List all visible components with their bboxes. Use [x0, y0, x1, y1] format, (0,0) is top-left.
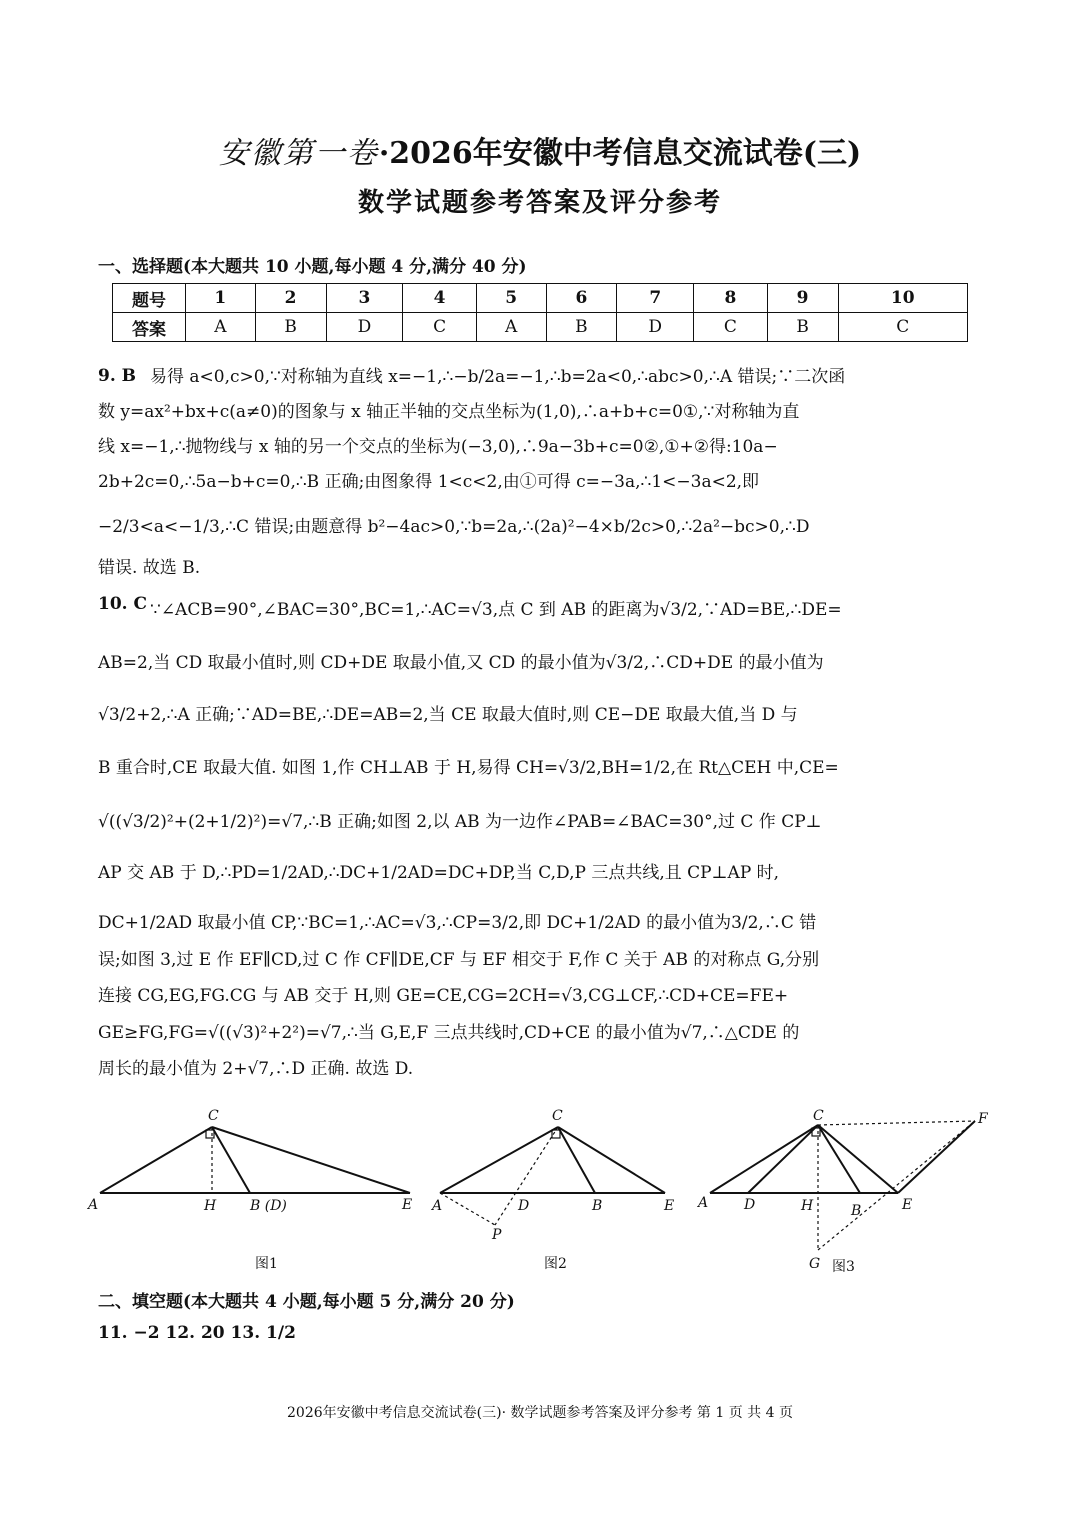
q10-line: GE≥FG,FG=√((√3)²+2²)=√7,∴当 G,E,F 三点共线时,CD+CE 的最小值为√7,∴△CDE 的 — [98, 1022, 800, 1043]
answer-table — [112, 283, 968, 342]
fig3-line-cb — [818, 1125, 860, 1193]
fig2-label-e: E — [664, 1198, 675, 1214]
fig2-label-b: B — [592, 1198, 603, 1214]
q10-line: B 重合时,CE 取最大值. 如图 1,作 CH⊥AB 于 H,易得 CH=√3/2,BH=1/2,在 Rt△CEH 中,CE= — [98, 757, 839, 778]
fig3-line-ac — [710, 1125, 818, 1193]
q10-line: AP 交 AB 于 D,∴PD=1/2AD,∴DC+1/2AD=DC+DP,当 C,D,P 三点共线,且 CP⊥AP 时, — [98, 862, 780, 883]
q9-line: −2/3<a<−1/3,∴C 错误;由题意得 b²−4ac>0,∵b=2a,∴(2a)²−4×b/2c>0,∴2a²−bc>0,∴D — [98, 517, 810, 537]
table-cell: 8 — [694, 284, 768, 313]
fig3-label-a: A — [698, 1195, 709, 1211]
table-cell: C — [694, 313, 768, 342]
fig2-line-cb — [558, 1127, 595, 1193]
page-title — [0, 128, 1080, 172]
q9-label: 9. B — [98, 366, 137, 386]
q9-line: 易得 a<0,c>0,∵对称轴为直线 x=−1,∴−b/2a=−1,∴b=2a<0,∴abc>0,∴A 错误;∵二次函 — [150, 367, 846, 387]
q9-line: 数 y=ax²+bx+c(a≠0)的图象与 x 轴正半轴的交点坐标为(1,0),∴a+b+c=0①,∵对称轴为直 — [98, 402, 800, 422]
figure-3 — [710, 1121, 975, 1250]
table-cell: B — [546, 313, 617, 342]
fig1-label-h: H — [204, 1198, 217, 1214]
q10-line: √((√3/2)²+(2+1/2)²)=√7,∴B 正确;如图 2,以 AB 为一边作∠PAB=∠BAC=30°,过 C 作 CP⊥ — [98, 812, 822, 832]
section2-heading: 二、填空题(本大题共 4 小题,每小题 5 分,满分 20 分) — [98, 1292, 515, 1312]
fig3-line-cf — [818, 1121, 975, 1125]
fig3-line-gf — [818, 1121, 975, 1250]
fig1-label-e: E — [402, 1197, 413, 1213]
table-cell: 5 — [476, 284, 546, 313]
fig1-caption: 图1 — [255, 1256, 278, 1272]
table-cell: B — [767, 313, 838, 342]
q10-label: 10. C — [98, 594, 148, 614]
table-row-answers — [113, 313, 968, 342]
fig1-right-angle — [206, 1130, 214, 1138]
table-cell: 9 — [767, 284, 838, 313]
table-cell: 2 — [255, 284, 326, 313]
table-cell: 6 — [546, 284, 617, 313]
row-label-number: 题号 — [113, 284, 186, 313]
fig2-label-d: D — [518, 1198, 530, 1214]
fig1-label-c: C — [208, 1108, 219, 1124]
figure-2 — [440, 1127, 665, 1225]
fig3-label-d: D — [744, 1197, 756, 1213]
table-cell: 3 — [326, 284, 403, 313]
fill-in-answers: 11. −2 12. 20 13. 1/2 — [98, 1323, 296, 1343]
fig1-label-a: A — [88, 1197, 99, 1213]
fig2-label-c: C — [552, 1108, 563, 1124]
fig3-caption: 图3 — [832, 1259, 855, 1275]
fig3-line-cd — [748, 1125, 818, 1193]
brand-logo-text: 安徽第一卷 — [218, 136, 379, 171]
fig1-line-ac — [100, 1127, 212, 1193]
q10-line: 误;如图 3,过 E 作 EF∥CD,过 C 作 CF∥DE,CF 与 EF 相交于 F,作 C 关于 AB 的对称点 G,分别 — [98, 949, 820, 970]
figure-1 — [100, 1127, 410, 1193]
table-cell: A — [476, 313, 546, 342]
table-cell: 7 — [617, 284, 694, 313]
page-subtitle: 数学试题参考答案及评分参考 — [357, 188, 722, 218]
page-footer: 2026年安徽中考信息交流试卷(三)· 数学试题参考答案及评分参考 第 1 页 共 4 页 — [287, 1405, 793, 1421]
fig3-label-b: B — [851, 1203, 862, 1219]
fig2-line-ap — [440, 1193, 495, 1225]
q10-line: AB=2,当 CD 取最小值时,则 CD+DE 取最小值,又 CD 的最小值为√3/2,∴CD+DE 的最小值为 — [98, 652, 824, 673]
fig1-label-bd: B (D) — [250, 1198, 287, 1214]
figures-diagram — [80, 1105, 1010, 1285]
fig3-line-ef — [898, 1121, 975, 1193]
row-label-answer: 答案 — [113, 313, 186, 342]
fig3-label-h: H — [801, 1198, 814, 1214]
q10-line: 连接 CG,EG,FG.CG 与 AB 交于 H,则 GE=CE,CG=2CH=√3,CG⊥CF,∴CD+CE=FE+ — [98, 986, 789, 1006]
q9-line: 线 x=−1,∴抛物线与 x 轴的另一个交点的坐标为(−3,0),∴9a−3b+c=0②,①+②得:10a− — [98, 437, 778, 457]
table-cell: 10 — [838, 284, 967, 313]
section1-heading: 一、选择题(本大题共 10 小题,每小题 4 分,满分 40 分) — [98, 257, 527, 277]
table-cell: B — [255, 313, 326, 342]
table-cell: 4 — [403, 284, 477, 313]
fig3-label-g: G — [809, 1256, 821, 1272]
fig2-line-ac — [440, 1127, 558, 1193]
fig3-line-ce — [818, 1125, 898, 1193]
table-cell: 1 — [186, 284, 256, 313]
q10-line: √3/2+2,∴A 正确;∵AD=BE,∴DE=AB=2,当 CE 取最大值时,则 CE−DE 取最大值,当 D 与 — [98, 705, 798, 725]
table-cell: C — [838, 313, 967, 342]
fig2-label-p: P — [492, 1227, 502, 1243]
fig3-label-c: C — [813, 1108, 824, 1124]
fig1-line-ce — [212, 1127, 410, 1193]
table-row-numbers — [113, 284, 968, 313]
fig3-label-e: E — [902, 1197, 913, 1213]
q9-line: 错误. 故选 B. — [98, 558, 201, 578]
fig2-caption: 图2 — [544, 1256, 567, 1272]
table-cell: C — [403, 313, 477, 342]
fig3-label-f: F — [978, 1111, 988, 1127]
table-cell: D — [326, 313, 403, 342]
title-text: ·2026年安徽中考信息交流试卷(三) — [378, 136, 862, 171]
fig2-label-a: A — [432, 1198, 443, 1214]
q9-line: 2b+2c=0,∴5a−b+c=0,∴B 正确;由图象得 1<c<2,由①可得 c=−3a,∴1<−3a<2,即 — [98, 472, 760, 492]
table-cell: D — [617, 313, 694, 342]
q10-line: 周长的最小值为 2+√7,∴D 正确. 故选 D. — [98, 1059, 414, 1079]
table-cell: A — [186, 313, 256, 342]
fig2-line-ce — [558, 1127, 665, 1193]
q10-line: DC+1/2AD 取最小值 CP,∵BC=1,∴AC=√3,∴CP=3/2,即 DC+1/2AD 的最小值为3/2,∴C 错 — [98, 913, 817, 933]
q10-line: ∵∠ACB=90°,∠BAC=30°,BC=1,∴AC=√3,点 C 到 AB 的距离为√3/2,∵AD=BE,∴DE= — [150, 600, 842, 620]
